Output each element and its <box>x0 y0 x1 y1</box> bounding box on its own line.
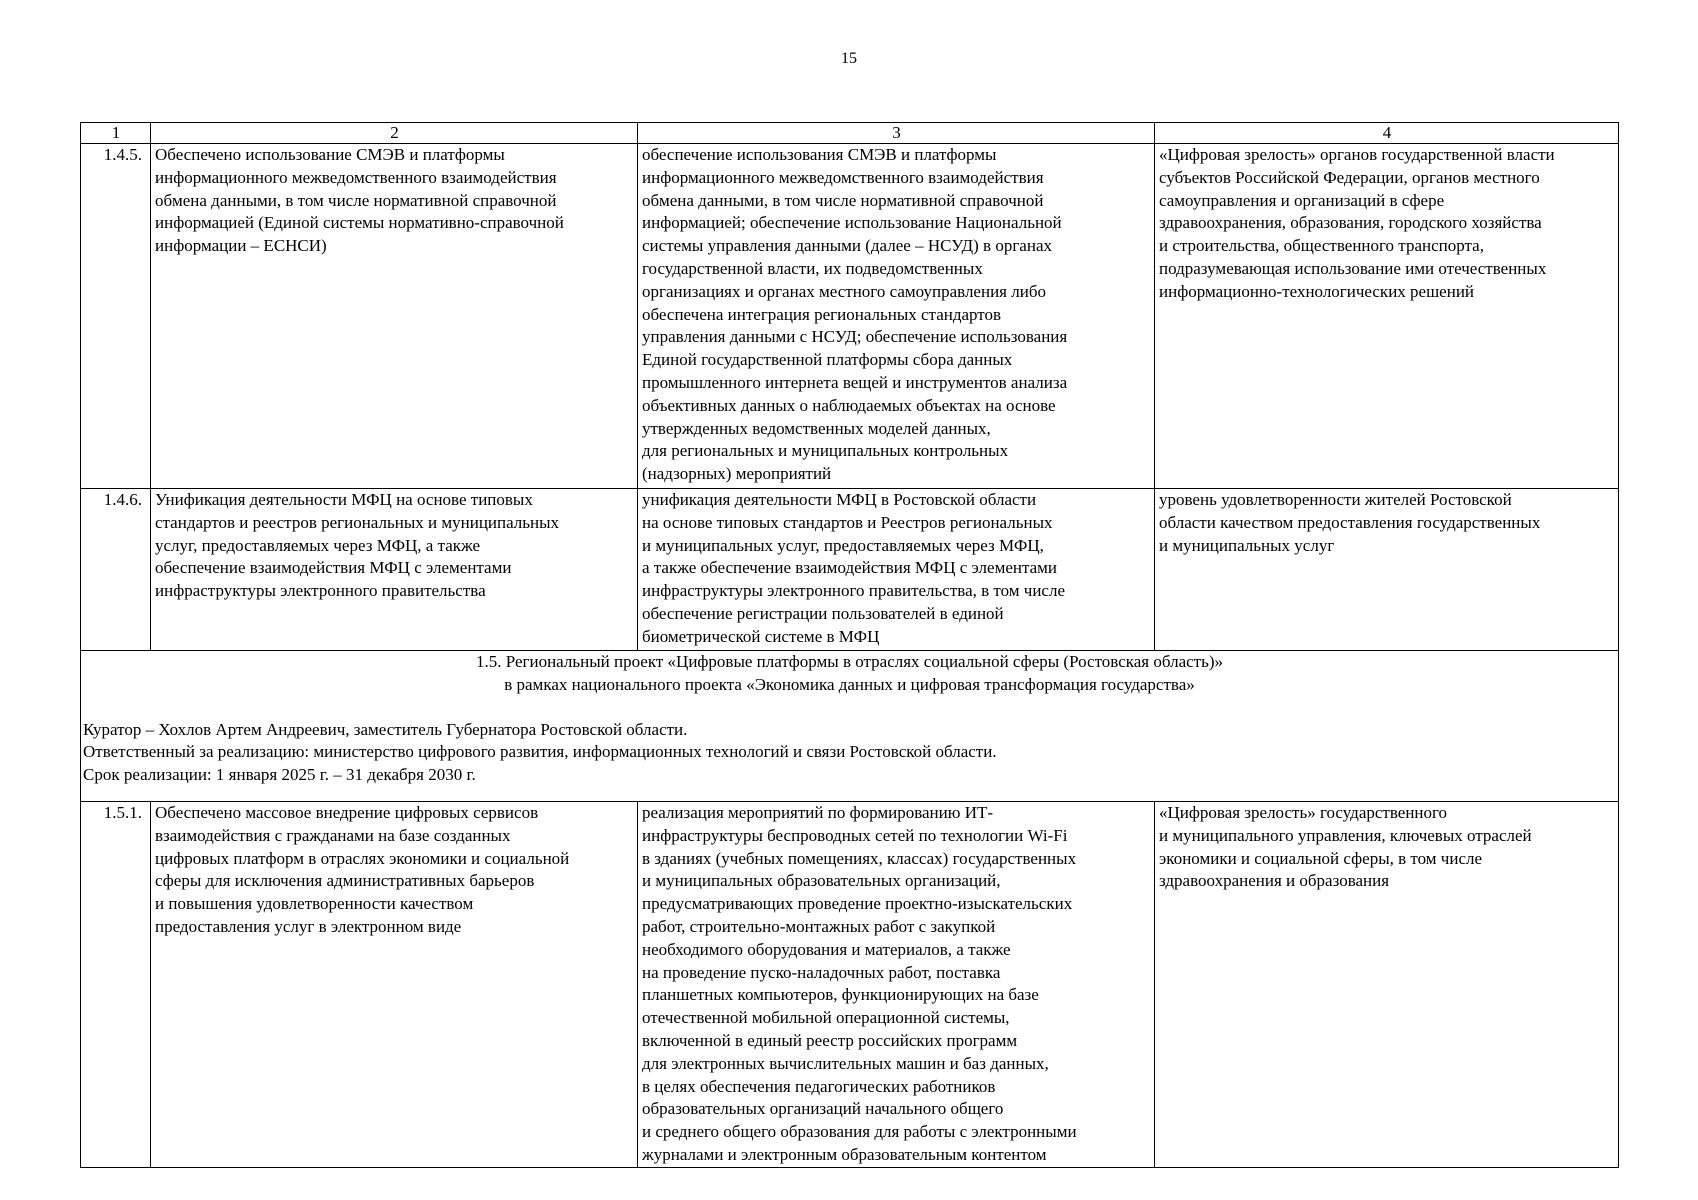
section-curator: Куратор – Хохлов Артем Андреевич, заместитель Губернатора Ростовской области. <box>83 719 688 739</box>
table-header-row <box>81 123 1619 144</box>
cell-text-line: отечественной мобильной операционной системы, <box>642 1008 1010 1028</box>
cell-text-line: утвержденных ведомственных моделей данных, <box>642 418 991 438</box>
row-number: 1.4.6. <box>81 489 151 651</box>
section-responsible: Ответственный за реализацию: министерство цифрового развития, информационных технологий и связи Ростовской области. <box>83 742 997 762</box>
cell-text-line: Обеспечено массовое внедрение цифровых сервисов <box>155 802 539 822</box>
cell-text-line: информационного межведомственного взаимодействия <box>642 167 1044 187</box>
cell-text-line: на основе типовых стандартов и Реестров региональных <box>642 512 1053 532</box>
table-row <box>81 144 1619 489</box>
cell-text-line: и муниципального управления, ключевых отраслей <box>1159 825 1532 845</box>
header-cell-3: 3 <box>638 123 1155 144</box>
cell-text-line: планшетных компьютеров, функционирующих на базе <box>642 985 1039 1005</box>
cell-text-line: в целях обеспечения педагогических работников <box>642 1076 996 1096</box>
cell-text-line: здравоохранения и образования <box>1159 871 1390 891</box>
cell-text-line: Обеспечено использование СМЭВ и платформы <box>155 145 505 164</box>
cell-text-line: а также обеспечение взаимодействия МФЦ с элементами <box>642 558 1058 578</box>
cell-text-line: предусматривающих проведение проектно-изыскательских <box>642 894 1073 914</box>
result-cell <box>151 144 638 489</box>
cell-text-line: инфраструктуры электронного правительства, в том числе <box>642 581 1065 601</box>
cell-text-line: «Цифровая зрелость» государственного <box>1159 802 1448 822</box>
header-cell-2: 2 <box>151 123 638 144</box>
cell-text-line: в зданиях (учебных помещениях, классах) государственных <box>642 848 1077 868</box>
measure-cell <box>638 489 1155 651</box>
cell-text-line: инфраструктуры беспроводных сетей по технологии Wi-Fi <box>642 825 1068 845</box>
measure-cell <box>638 801 1155 1167</box>
cell-text-line: и муниципальных образовательных организаций, <box>642 871 1001 891</box>
cell-text-line: для региональных и муниципальных контрольных <box>642 441 1009 461</box>
indicator-cell <box>1155 801 1619 1167</box>
cell-text-line: инфраструктуры электронного правительства <box>155 581 486 601</box>
measure-cell <box>638 144 1155 489</box>
cell-text-line: информации – ЕСНСИ) <box>155 236 327 256</box>
result-cell <box>151 801 638 1167</box>
cell-text-line: «Цифровая зрелость» органов государственной власти <box>1159 145 1555 164</box>
cell-text-line: информационного межведомственного взаимодействия <box>155 167 557 187</box>
row-number: 1.5.1. <box>81 801 151 1167</box>
cell-text-line: Единой государственной платформы сбора данных <box>642 350 1013 370</box>
cell-text-line: (надзорных) мероприятий <box>642 464 832 484</box>
cell-text-line: здравоохранения, образования, городского хозяйства <box>1159 213 1542 233</box>
cell-text-line: обмена данными, в том числе нормативной справочной <box>642 190 1044 210</box>
cell-text-line: унификация деятельности МФЦ в Ростовской области <box>642 490 1037 509</box>
cell-text-line: включенной в единый реестр российских программ <box>642 1030 1018 1050</box>
cell-text-line: подразумевающая использование ими отечественных <box>1159 258 1547 278</box>
cell-text-line: области качеством предоставления государственных <box>1159 512 1541 532</box>
section-title-line1: 1.5. Региональный проект «Цифровые платформы в отраслях социальной сферы (Ростовская область)» <box>475 652 1224 671</box>
cell-text-line: обеспечение взаимодействия МФЦ с элементами <box>155 558 512 578</box>
cell-text-line: субъектов Российской Федерации, органов местного <box>1159 167 1540 187</box>
cell-text-line: самоуправления и организаций в сфере <box>1159 190 1445 210</box>
cell-text-line: объективных данных о наблюдаемых объектах на основе <box>642 395 1056 415</box>
cell-text-line: информацией; обеспечение использование Национальной <box>642 213 1062 233</box>
header-cell-4: 4 <box>1155 123 1619 144</box>
section-spacer <box>83 697 1616 719</box>
section-deadline: Срок реализации: 1 января 2025 г. – 31 декабря 2030 г. <box>83 765 476 785</box>
cell-text-line: экономики и социальной сферы, в том числе <box>1159 848 1483 868</box>
cell-text-line: работ, строительно-монтажных работ с закупкой <box>642 916 996 936</box>
cell-text-line: биометрической системе в МФЦ <box>642 626 880 646</box>
cell-text-line: стандартов и реестров региональных и муниципальных <box>155 512 560 532</box>
cell-text-line: обеспечение регистрации пользователей в единой <box>642 603 1004 623</box>
header-cell-1: 1 <box>81 123 151 144</box>
cell-text-line: уровень удовлетворенности жителей Ростовской <box>1159 490 1512 509</box>
cell-text-line: реализация мероприятий по формированию ИТ- <box>642 802 994 822</box>
table-row <box>81 801 1619 1167</box>
page-number: 15 <box>841 50 857 67</box>
cell-text-line: для электронных вычислительных машин и баз данных, <box>642 1053 1049 1073</box>
cell-text-line: промышленного интернета вещей и инструментов анализа <box>642 372 1068 392</box>
row-number: 1.4.5. <box>81 144 151 489</box>
indicator-cell <box>1155 144 1619 489</box>
cell-text-line: услуг, предоставляемых через МФЦ, а также <box>155 535 481 555</box>
cell-text-line: и повышения удовлетворенности качеством <box>155 894 474 914</box>
document-table <box>80 122 1619 1168</box>
cell-text-line: взаимодействия с гражданами на базе созданных <box>155 825 511 845</box>
cell-text-line: Унификация деятельности МФЦ на основе типовых <box>155 490 533 509</box>
cell-text-line: на проведение пуско-наладочных работ, поставка <box>642 962 1001 982</box>
cell-text-line: образовательных организаций начального общего <box>642 1099 1004 1119</box>
cell-text-line: информационно-технологических решений <box>1159 281 1475 301</box>
cell-text-line: и строительства, общественного транспорта, <box>1159 236 1484 256</box>
cell-text-line: обеспечена интеграция региональных стандартов <box>642 304 1002 324</box>
cell-text-line: сферы для исключения административных барьеров <box>155 871 535 891</box>
cell-text-line: и муниципальных услуг <box>1159 535 1335 555</box>
section-header-cell <box>81 651 1619 802</box>
table-row <box>81 489 1619 651</box>
cell-text-line: организациях и органах местного самоуправления либо <box>642 281 1046 301</box>
result-cell <box>151 489 638 651</box>
cell-text-line: цифровых платформ в отраслях экономики и социальной <box>155 848 570 868</box>
section-title-line2: в рамках национального проекта «Экономика данных и цифровая трансформация государства» <box>504 674 1195 694</box>
cell-text-line: необходимого оборудования и материалов, а также <box>642 939 1011 959</box>
cell-text-line: предоставления услуг в электронном виде <box>155 916 462 936</box>
cell-text-line: обеспечение использования СМЭВ и платформы <box>642 145 997 164</box>
cell-text-line: государственной власти, их подведомственных <box>642 258 983 278</box>
cell-text-line: обмена данными, в том числе нормативной справочной <box>155 190 557 210</box>
cell-text-line: и муниципальных услуг, предоставляемых через МФЦ, <box>642 535 1044 555</box>
cell-text-line: системы управления данными (далее – НСУД) в органах <box>642 236 1052 256</box>
cell-text-line: журналами и электронным образовательным контентом <box>642 1144 1047 1164</box>
cell-text-line: управления данными с НСУД; обеспечение использования <box>642 327 1068 347</box>
section-row <box>81 651 1619 802</box>
cell-text-line: информацией (Единой системы нормативно-справочной <box>155 213 564 233</box>
cell-text-line: и среднего общего образования для работы с электронными <box>642 1122 1077 1142</box>
indicator-cell <box>1155 489 1619 651</box>
